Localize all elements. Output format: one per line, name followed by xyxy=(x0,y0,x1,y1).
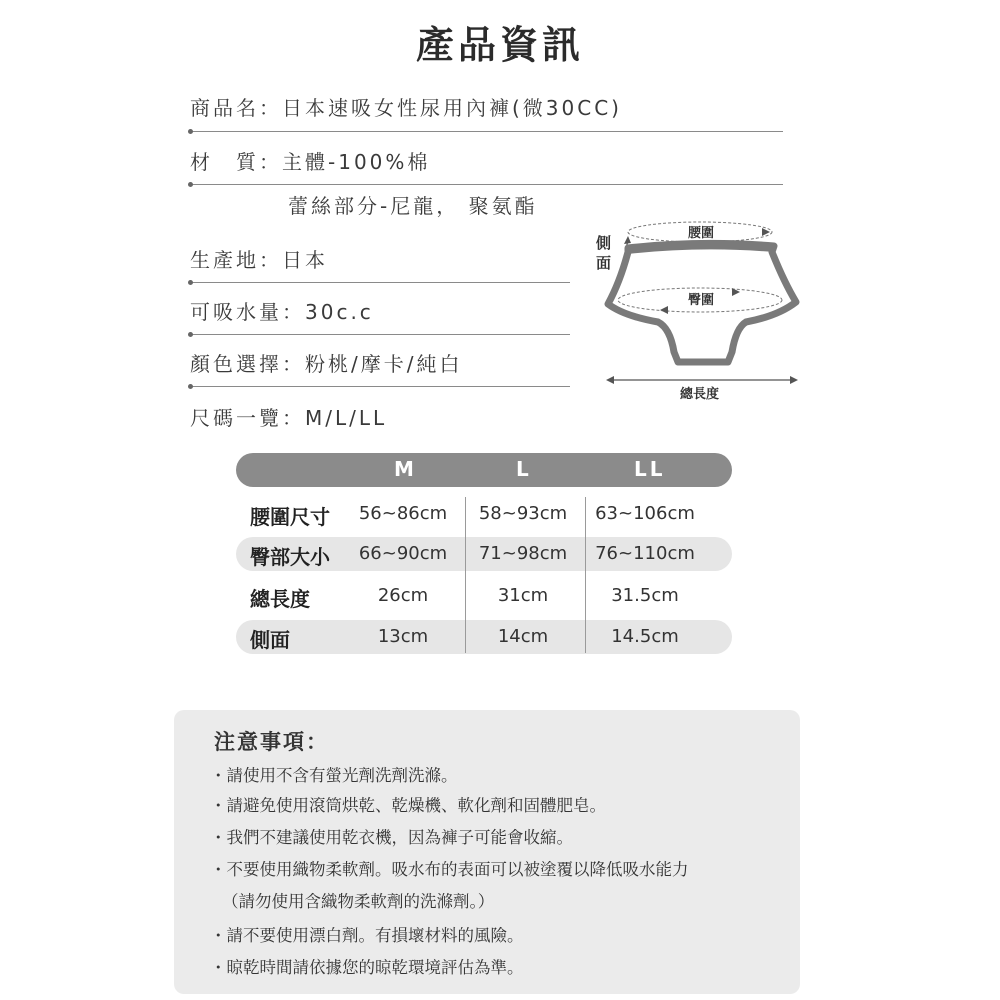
divider xyxy=(190,131,783,132)
side-label-char2: 面 xyxy=(596,254,612,272)
table-cell: 14.5cm xyxy=(611,626,679,647)
info-product xyxy=(190,92,622,121)
info-material-label: 材 質 xyxy=(190,150,259,174)
row-label: 側面 xyxy=(250,628,290,652)
table-cell: 63~106cm xyxy=(595,503,695,524)
note-item: ・晾乾時間請依據您的晾乾環境評估為準。 xyxy=(210,958,524,977)
waist-label: 腰圍 xyxy=(688,226,715,241)
divider xyxy=(190,282,570,283)
table-cell: 58~93cm xyxy=(478,503,568,524)
table-cell: 14cm xyxy=(497,626,549,647)
note-item: ・請使用不含有螢光劑洗劑洗滌。 xyxy=(210,766,458,785)
underwear-diagram-svg xyxy=(588,212,808,412)
table-row xyxy=(236,537,732,571)
size-column-ll: LL xyxy=(634,457,666,481)
info-material-value: 主體-100%棉 xyxy=(282,150,431,174)
info-origin-label: 生產地 xyxy=(190,248,259,272)
notes-title: 注意事項： xyxy=(214,730,329,754)
divider xyxy=(190,184,783,185)
size-column-m: M xyxy=(394,457,417,481)
length-arrow-head xyxy=(790,376,798,384)
info-origin xyxy=(190,244,328,273)
length-label: 總長度 xyxy=(680,387,720,402)
column-divider xyxy=(465,497,466,653)
table-cell: 31cm xyxy=(497,585,549,606)
table-cell: 71~98cm xyxy=(478,543,568,564)
length-arrow-head xyxy=(606,376,614,384)
info-color-value: 粉桃/摩卡/純白 xyxy=(305,352,463,376)
size-column-l: L xyxy=(516,457,532,481)
table-cell: 13cm xyxy=(377,626,429,647)
care-notes xyxy=(174,710,800,994)
info-absorb-value: 30c.c xyxy=(305,300,374,324)
page-title: 產品資訊 xyxy=(415,23,584,67)
note-item: ・我們不建議使用乾衣機，因為褲子可能會收縮。 xyxy=(210,828,573,847)
waistband xyxy=(628,245,774,250)
info-absorb xyxy=(190,296,374,325)
row-label: 腰圍尺寸 xyxy=(250,505,330,529)
info-origin-value: 日本 xyxy=(282,248,328,272)
info-colon: ： xyxy=(282,352,305,376)
info-colon: ： xyxy=(282,406,305,430)
info-color xyxy=(190,348,462,377)
table-cell: 26cm xyxy=(377,585,429,606)
info-size-value: M/L/LL xyxy=(305,406,388,430)
side-arrow-head xyxy=(624,236,631,244)
info-color-label: 顏色選擇 xyxy=(190,352,282,376)
note-item: ・不要使用織物柔軟劑。吸水布的表面可以被塗覆以降低吸水能力 xyxy=(210,860,689,879)
note-item: ・請不要使用漂白劑。有損壞材料的風險。 xyxy=(210,926,524,945)
row-label: 總長度 xyxy=(250,587,310,611)
info-size xyxy=(190,402,387,431)
info-material-value2: 蕾絲部分-尼龍， 聚氨酯 xyxy=(288,194,538,218)
side-label-char1: 側 xyxy=(596,234,612,252)
info-material xyxy=(190,146,430,175)
info-material-extra xyxy=(288,190,538,219)
table-cell: 56~86cm xyxy=(358,503,448,524)
info-size-label: 尺碼一覽 xyxy=(190,406,282,430)
info-colon: ： xyxy=(282,300,305,324)
note-item: ・請避免使用滾筒烘乾、乾燥機、軟化劑和固體肥皂。 xyxy=(210,796,606,815)
table-row xyxy=(236,579,732,613)
table-cell: 66~90cm xyxy=(358,543,448,564)
hip-label: 臀圍 xyxy=(688,293,715,308)
underwear-diagram xyxy=(588,212,808,412)
info-product-label: 商品名 xyxy=(190,96,259,120)
column-divider xyxy=(585,497,586,653)
divider xyxy=(190,386,570,387)
info-absorb-label: 可吸水量 xyxy=(190,300,282,324)
info-colon: ： xyxy=(259,96,282,120)
table-row xyxy=(236,497,732,531)
row-label: 臀部大小 xyxy=(250,545,330,569)
info-colon: ： xyxy=(259,150,282,174)
note-item: （請勿使用含織物柔軟劑的洗滌劑。） xyxy=(222,892,495,911)
table-cell: 31.5cm xyxy=(611,585,679,606)
table-row xyxy=(236,620,732,654)
info-colon: ： xyxy=(259,248,282,272)
divider xyxy=(190,334,570,335)
size-table-header xyxy=(236,453,732,487)
table-cell: 76~110cm xyxy=(595,543,695,564)
info-product-value: 日本速吸女性尿用內褲(微30CC) xyxy=(282,96,622,120)
